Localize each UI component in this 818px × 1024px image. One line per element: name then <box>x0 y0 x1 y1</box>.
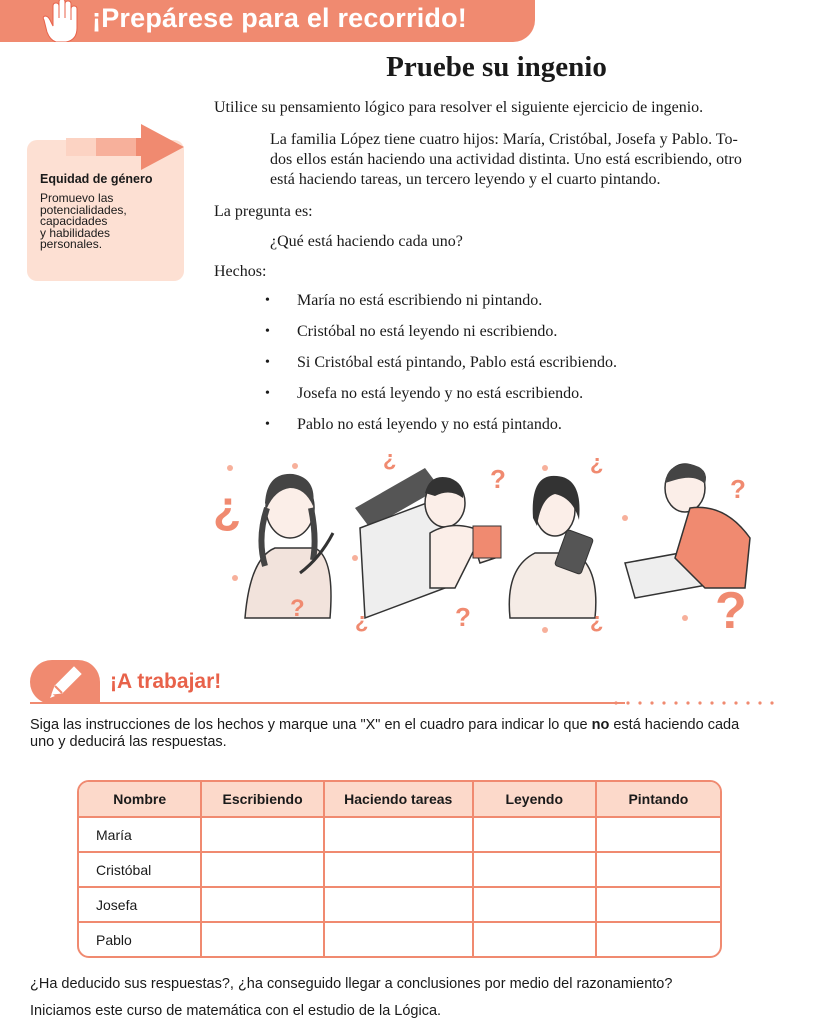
fact-item: • Si Cristóbal está pintando, Pablo está escribiendo. <box>265 353 617 384</box>
answer-cell[interactable] <box>325 923 474 956</box>
answer-cell[interactable] <box>597 853 720 888</box>
column-header: Nombre <box>79 782 202 818</box>
page-title: Pruebe su ingenio <box>386 51 607 83</box>
question-mark-icon: ¿ <box>213 481 242 533</box>
column-header: Pintando <box>597 782 720 818</box>
question-mark-icon: ? <box>290 595 305 622</box>
intro-text: Utilice su pensamiento lógico para resolver el siguiente ejercicio de ingenio. <box>214 99 704 116</box>
answer-cell[interactable] <box>597 923 720 956</box>
pencil-icon <box>46 664 86 700</box>
problem-line-1: La familia López tiene cuatro hijos: María, Cristóbal, Josefa y Pablo. To- <box>270 131 738 148</box>
row-name: Cristóbal <box>79 853 202 888</box>
answer-cell[interactable] <box>474 923 597 956</box>
child-josefa-figure <box>509 476 596 618</box>
table-row <box>79 818 720 853</box>
table-row <box>79 923 720 956</box>
sidebar-heading: Equidad de género <box>40 172 153 186</box>
question-mark-icon: ¿ <box>383 448 397 471</box>
question-label: La pregunta es: <box>214 203 313 220</box>
instruction-emphasis: no <box>591 717 610 733</box>
sidebar-text <box>40 193 180 251</box>
banner-title: ¡Prepárese para el recorrido! <box>92 3 467 33</box>
question-mark-icon: ¿ <box>355 608 369 633</box>
answer-cell[interactable] <box>325 888 474 923</box>
sidebar-text-line: y habilidades <box>40 225 111 240</box>
child-cristobal-figure <box>355 468 501 618</box>
answer-cell[interactable] <box>597 818 720 853</box>
arrow-right-icon <box>26 122 188 172</box>
row-name: María <box>79 818 202 853</box>
question-mark-icon: ? <box>455 602 471 632</box>
answer-cell[interactable] <box>474 853 597 888</box>
problem-line-2: dos ellos están haciendo una actividad distinta. Uno está escribiendo, otro <box>270 151 742 168</box>
fact-item: • Josefa no está leyendo y no está escribiendo. <box>265 384 617 415</box>
answer-cell[interactable] <box>202 888 324 923</box>
facts-label: Hechos: <box>214 263 267 280</box>
column-header: Escribiendo <box>202 782 324 818</box>
instruction-text: está haciendo cada <box>609 717 740 733</box>
question-mark-icon: ? <box>730 474 746 504</box>
problem-line-3: está haciendo tareas, un tercero leyendo y el cuarto pintando. <box>270 171 661 188</box>
logic-grid-table <box>77 780 722 958</box>
section-divider <box>30 702 625 704</box>
question-mark-icon: ¿ <box>590 608 604 633</box>
fact-item: • Pablo no está leyendo y no está pintando. <box>265 415 617 446</box>
column-header: Haciendo tareas <box>325 782 474 818</box>
work-title: ¡A trabajar! <box>110 670 222 693</box>
table-header-row <box>79 782 720 818</box>
answer-cell[interactable] <box>202 923 324 956</box>
fact-item: • Cristóbal no está leyendo ni escribiendo. <box>265 322 617 353</box>
reflection-question: ¿Ha deducido sus respuestas?, ¿ha conseguido llegar a conclusiones por medio del razonamiento? <box>30 976 673 992</box>
answer-cell[interactable] <box>202 853 324 888</box>
answer-cell[interactable] <box>597 888 720 923</box>
child-maria-figure <box>245 474 333 618</box>
table-row <box>79 853 720 888</box>
answer-cell[interactable] <box>325 818 474 853</box>
question-mark-icon: ¿ <box>590 450 604 475</box>
course-intro-text: Iniciamos este curso de matemática con el estudio de la Lógica. <box>30 1003 442 1019</box>
table-row <box>79 888 720 923</box>
instruction-text: uno y deducirá las respuestas. <box>30 734 227 750</box>
dotted-divider <box>612 700 782 706</box>
answer-cell[interactable] <box>474 818 597 853</box>
column-header: Leyendo <box>474 782 597 818</box>
work-instructions <box>30 717 780 751</box>
children-illustration <box>205 448 760 638</box>
fact-item: • María no está escribiendo ni pintando. <box>265 291 617 322</box>
row-name: Josefa <box>79 888 202 923</box>
sidebar-text-line: Promuevo las <box>40 191 114 205</box>
row-name: Pablo <box>79 923 202 956</box>
sidebar-text-line: capacidades <box>40 214 108 228</box>
question-text: ¿Qué está haciendo cada uno? <box>270 233 463 250</box>
answer-cell[interactable] <box>202 818 324 853</box>
facts-list <box>265 291 617 446</box>
question-mark-icon: ? <box>490 464 506 494</box>
sidebar-text-line: personales. <box>40 237 103 251</box>
question-mark-icon: ? <box>715 582 747 638</box>
answer-cell[interactable] <box>474 888 597 923</box>
sidebar-text-line: potencialidades, <box>40 202 127 217</box>
answer-cell[interactable] <box>325 853 474 888</box>
instruction-text: Siga las instrucciones de los hechos y marque una "X" en el cuadro para indicar lo que <box>30 717 592 733</box>
hand-icon <box>38 0 84 42</box>
